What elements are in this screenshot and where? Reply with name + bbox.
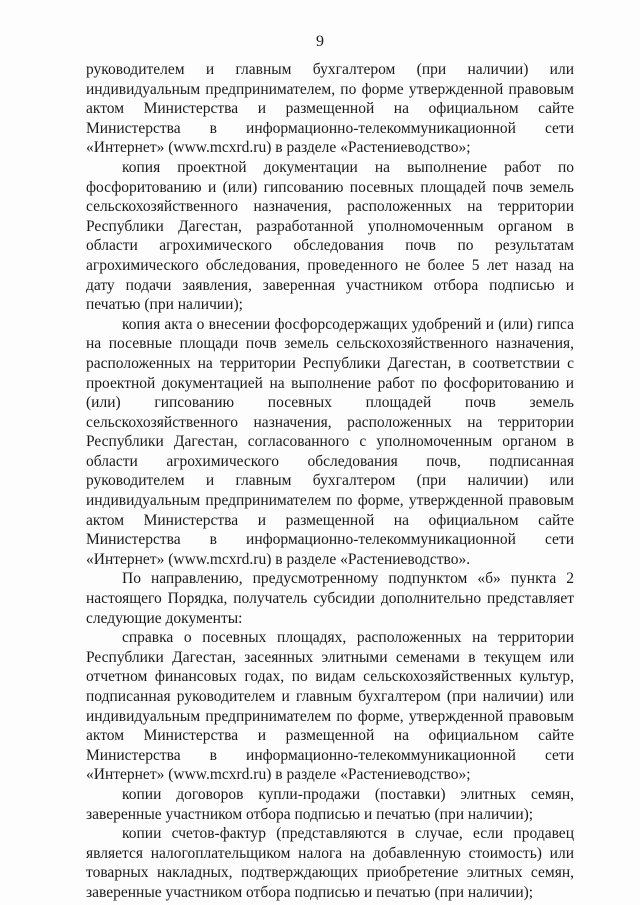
paragraph-continuation: руководителем и главным бухгалтером (при наличии) или индивидуальным предпринимателем, по форме утвержденной правовым актом Министерства и размещенной на официальном сайте Министерства в информационно-телекоммуникационной сети «Интернет» (www.mcxrd.ru) в разделе «Растениеводство»; (86, 61, 574, 157)
paragraph-invoices: копии счетов-фактур (представляются в случае, если продавец является налогоплательщиком налога на добавленную стоимость) или товарных накладных, подтверждающих приобретение элитных семян, заверенные участником отбора подписью и печатью (при наличии); (86, 825, 574, 901)
paragraph-purchase-contracts: копии договоров купли-продажи (поставки) элитных семян, заверенные участником отбора подписью и печатью (при наличии); (86, 785, 574, 823)
document-body (86, 60, 574, 903)
page-number: 9 (316, 33, 324, 50)
paragraph-fertilizer-act: копия акта о внесении фосфорсодержащих удобрений и (или) гипса на посевные площади почв земель сельскохозяйственного назначения, расположенных на территории Республики Дагестан, в соответствии с проектной документацией на выполнение работ по фосфоритованию и (или) гипсованию посевных площадей почв земель сельскохозяйственного назначения, расположенных на территории Республики Дагестан, согласованного с уполномоченным органом в области агрохимического обследования почв, подписанная руководителем и главным бухгалтером (при наличии) или индивидуальным предпринимателем по форме, утвержденной правовым актом Министерства и размещенной на официальном сайте Министерства в информационно-телекоммуникационной сети «Интернет» (www.mcxrd.ru) в разделе «Растениеводство». (86, 315, 574, 568)
paragraph-sown-area-certificate: справка о посевных площадях, расположенных на территории Республики Дагестан, засеянных элитными семенами в текущем или отчетном финансовых годах, по видам сельскохозяйственных культур, подписанная руководителем и главным бухгалтером (при наличии) или индивидуальным предпринимателем по форме, утвержденной правовым актом Министерства и размещенной на официальном сайте Министерства в информационно-телекоммуникационной сети «Интернет» (www.mcxrd.ru) в разделе «Растениеводство»; (86, 629, 574, 784)
paragraph-project-documentation: копия проектной документации на выполнение работ по фосфоритованию и (или) гипсованию посевных площадей почв земель сельскохозяйственного назначения, расположенных на территории Республики Дагестан, разработанной уполномоченным органом в области агрохимического обследования почв по результатам агрохимического обследования, проведенного не более 5 лет назад на дату подачи заявления, заверенная участником отбора подписью и печатью (при наличии); (86, 158, 574, 314)
paragraph-direction-b: По направлению, предусмотренному подпунктом «б» пункта 2 настоящего Порядка, получатель субсидии дополнительно представляет следующие документы: (86, 570, 574, 627)
